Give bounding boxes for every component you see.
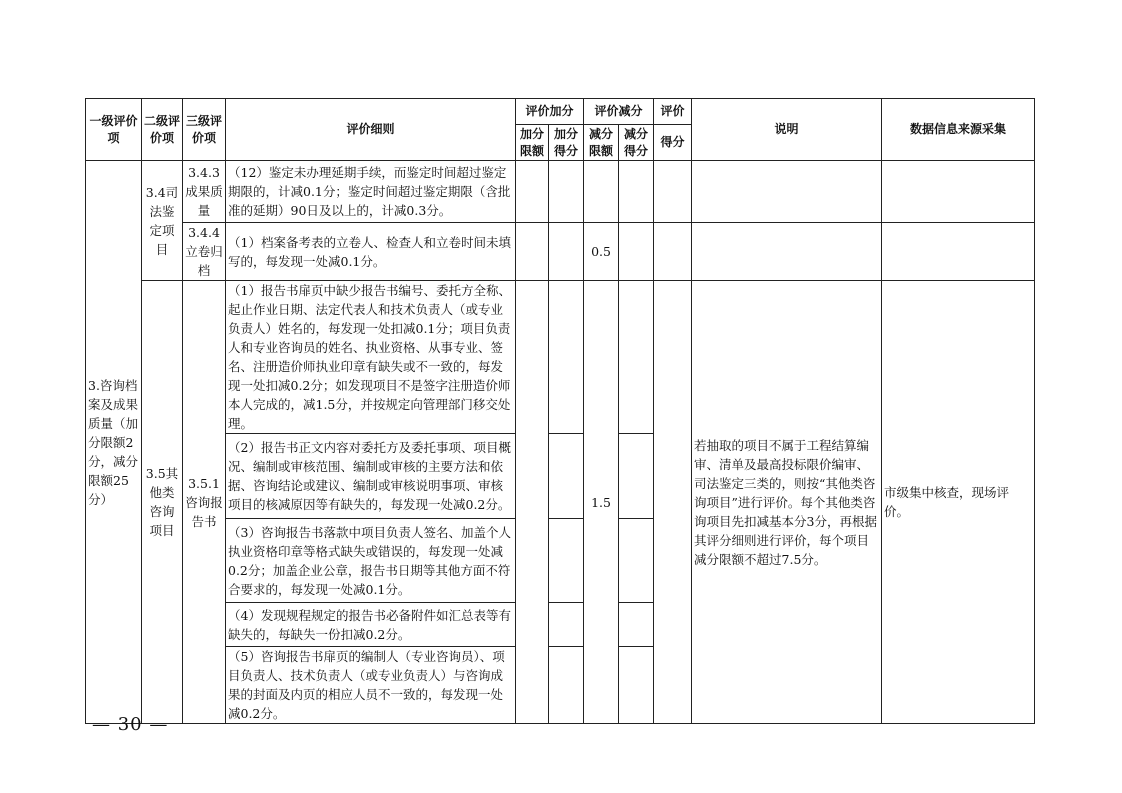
note-cell	[692, 161, 882, 223]
header-eval: 评价	[654, 99, 692, 125]
header-source: 数据信息来源采集	[882, 99, 1035, 161]
add-score-cell	[549, 223, 584, 281]
detail-row: （4）发现规程规定的报告书必备附件如汇总表等有缺失的，每缺失一份扣减0.2分。	[226, 603, 516, 647]
source-text: 市级集中核查，现场评价。	[882, 281, 1035, 724]
eval-score-cell	[654, 161, 692, 223]
header-sub-score: 减分得分	[619, 125, 654, 161]
add-score-cell	[549, 647, 584, 724]
sub-score-cell	[619, 434, 654, 519]
sub-score-cell	[619, 647, 654, 724]
level2-judicial: 3.4司法鉴定项目	[142, 161, 183, 281]
sub-score-cell	[619, 223, 654, 281]
header-level1: 一级评价项	[86, 99, 142, 161]
sub-score-cell	[619, 281, 654, 434]
level2-other: 3.5其他类咨询项目	[142, 281, 183, 724]
sub-limit-cell	[584, 161, 619, 223]
sub-score-cell	[619, 519, 654, 603]
header-level2: 二级评价项	[142, 99, 183, 161]
page-number: — 30 —	[92, 714, 169, 735]
header-sub-limit: 减分限额	[584, 125, 619, 161]
add-score-cell	[549, 281, 584, 434]
source-cell	[882, 223, 1035, 281]
sub-limit-value: 1.5	[584, 281, 619, 724]
note-cell	[692, 223, 882, 281]
note-text: 若抽取的项目不属于工程结算编审、清单及最高投标限价编审、司法鉴定三类的，则按“其他类咨询项目”进行评价。每个其他类咨询项目先扣减基本分3分，再根据其评分细则进行评价，每个项目减分限额不超过7.5分。	[692, 281, 882, 724]
add-limit-cell	[516, 161, 549, 223]
sub-limit-value: 0.5	[584, 223, 619, 281]
detail-row: （2）报告书正文内容对委托方及委托事项、项目概况、编制或审核范围、编制或审核的主要方法和依据、咨询结论或建议、编制或审核说明事项、审核项目的核减原因等有缺失的，每发现一处减0.2分。	[226, 434, 516, 519]
level3-archive: 3.4.4立卷归档	[183, 223, 226, 281]
add-limit-cell	[516, 223, 549, 281]
level3-quality: 3.4.3成果质量	[183, 161, 226, 223]
detail-row: （12）鉴定未办理延期手续，而鉴定时间超过鉴定期限的，计减0.1分；鉴定时间超过鉴定期限（含批准的延期）90日及以上的，计减0.3分。	[226, 161, 516, 223]
sub-score-cell	[619, 603, 654, 647]
add-limit-cell	[516, 281, 549, 724]
add-score-cell	[549, 434, 584, 519]
header-level3: 三级评价项	[183, 99, 226, 161]
level1-cell: 3.咨询档案及成果质量（加分限额2分，减分限额25分）	[86, 161, 142, 724]
header-add-limit: 加分限额	[516, 125, 549, 161]
add-score-cell	[549, 603, 584, 647]
header-add-score: 加分得分	[549, 125, 584, 161]
detail-row: （1）档案备考表的立卷人、检查人和立卷时间未填写的，每发现一处减0.1分。	[226, 223, 516, 281]
eval-score-cell	[654, 281, 692, 724]
header-detail: 评价细则	[226, 99, 516, 161]
header-sub-group: 评价减分	[584, 99, 654, 125]
source-cell	[882, 161, 1035, 223]
add-score-cell	[549, 519, 584, 603]
sub-score-cell	[619, 161, 654, 223]
header-note: 说明	[692, 99, 882, 161]
evaluation-table	[85, 98, 1035, 724]
eval-score-cell	[654, 223, 692, 281]
level3-report: 3.5.1咨询报告书	[183, 281, 226, 724]
detail-row: （5）咨询报告书扉页的编制人（专业咨询员）、项目负责人、技术负责人（或专业负责人）与咨询成果的封面及内页的相应人员不一致的，每发现一处减0.2分。	[226, 647, 516, 724]
header-add-group: 评价加分	[516, 99, 584, 125]
header-eval-score: 得分	[654, 125, 692, 161]
add-score-cell	[549, 161, 584, 223]
detail-row: （1）报告书扉页中缺少报告书编号、委托方全称、起止作业日期、法定代表人和技术负责人（或专业负责人）姓名的，每发现一处扣减0.1分；项目负责人和专业咨询员的姓名、执业资格、从事专业、签名、注册造价师执业印章有缺失或不一致的，每发现一处扣减0.2分；如发现项目不是签字注册造价师本人完成的，减1.5分，并按规定向管理部门移交处理。	[226, 281, 516, 434]
detail-row: （3）咨询报告书落款中项目负责人签名、加盖个人执业资格印章等格式缺失或错误的，每发现一处减0.2分；加盖企业公章，报告书日期等其他方面不符合要求的，每发现一处减0.1分。	[226, 519, 516, 603]
